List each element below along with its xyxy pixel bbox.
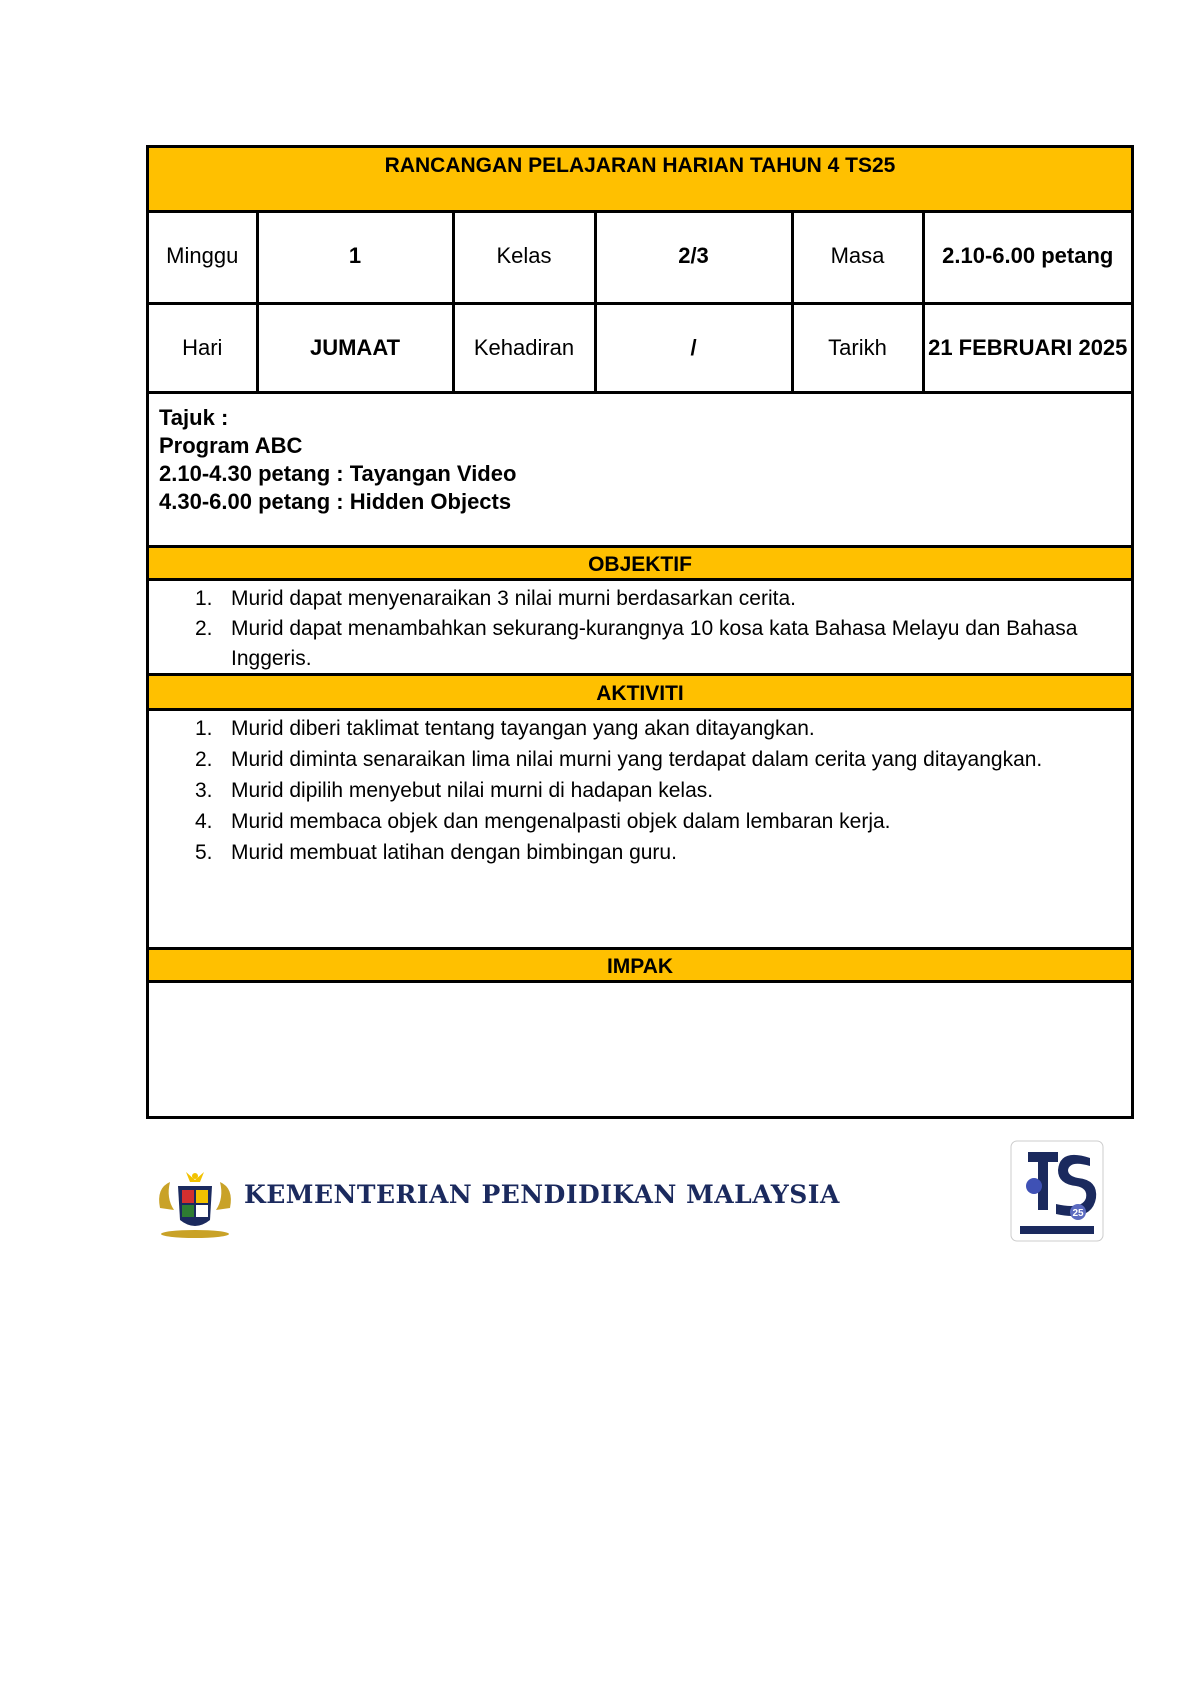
aktiviti-list	[149, 714, 1131, 869]
item-text: Murid membaca objek dan mengenalpasti objek dalam lembaran kerja.	[231, 810, 891, 833]
list-item	[195, 745, 1111, 775]
hari-label: Hari	[149, 304, 257, 393]
item-number: 2.	[195, 617, 213, 640]
list-item	[195, 584, 1111, 614]
item-text: Murid diberi taklimat tentang tayangan yang akan ditayangkan.	[231, 717, 815, 740]
tarikh-value: 21 FEBRUARI 2025	[923, 304, 1131, 393]
document-title: RANCANGAN PELAJARAN HARIAN TAHUN 4 TS25	[149, 148, 1131, 213]
list-item	[195, 776, 1111, 806]
kehadiran-value: /	[595, 304, 792, 393]
item-text: Murid membuat latihan dengan bimbingan guru.	[231, 841, 677, 864]
list-item	[195, 614, 1111, 674]
tajuk-line: Program ABC	[159, 433, 303, 458]
ts25-logo-text: 25	[1072, 1208, 1084, 1219]
minggu-value: 1	[257, 210, 453, 304]
item-text: Murid diminta senaraikan lima nilai murni yang terdapat dalam cerita yang ditayangkan.	[231, 748, 1043, 771]
lesson-plan-sheet	[146, 145, 1134, 1119]
tajuk-label: Tajuk :	[159, 405, 229, 430]
item-text: Murid dapat menambahkan sekurang-kurangnya 10 kosa kata Bahasa Melayu dan Bahasa Inggeris.	[231, 617, 1078, 670]
kelas-value: 2/3	[595, 210, 792, 304]
hari-value: JUMAAT	[257, 304, 453, 393]
info-row	[149, 304, 1131, 393]
list-item	[195, 714, 1111, 744]
tarikh-label: Tarikh	[792, 304, 923, 393]
kehadiran-label: Kehadiran	[453, 304, 595, 393]
item-text: Murid dapat menyenaraikan 3 nilai murni berdasarkan cerita.	[231, 587, 796, 610]
item-number: 1.	[195, 587, 213, 610]
impak-heading: IMPAK	[149, 947, 1131, 983]
aktiviti-heading: AKTIVITI	[149, 673, 1131, 711]
list-item	[195, 807, 1111, 837]
tajuk-line: 2.10-4.30 petang : Tayangan Video	[159, 461, 517, 486]
item-number: 4.	[195, 810, 213, 833]
item-number: 3.	[195, 779, 213, 802]
info-table	[149, 210, 1131, 394]
ts25-logo-icon	[1010, 1140, 1104, 1242]
tajuk-line: 4.30-6.00 petang : Hidden Objects	[159, 489, 512, 514]
item-number: 5.	[195, 841, 213, 864]
malaysia-crest-icon	[152, 1168, 238, 1240]
ministry-name: KEMENTERIAN PENDIDIKAN MALAYSIA	[244, 1180, 840, 1209]
item-number: 2.	[195, 748, 213, 771]
masa-value: 2.10-6.00 petang	[923, 210, 1131, 304]
objektif-heading: OBJEKTIF	[149, 545, 1131, 581]
item-number: 1.	[195, 717, 213, 740]
list-item	[195, 838, 1111, 868]
tajuk-section	[159, 404, 1119, 516]
masa-label: Masa	[792, 210, 923, 304]
info-row	[149, 210, 1131, 304]
kelas-label: Kelas	[453, 210, 595, 304]
minggu-label: Minggu	[149, 210, 257, 304]
objektif-list	[149, 584, 1131, 674]
item-text: Murid dipilih menyebut nilai murni di hadapan kelas.	[231, 779, 714, 802]
